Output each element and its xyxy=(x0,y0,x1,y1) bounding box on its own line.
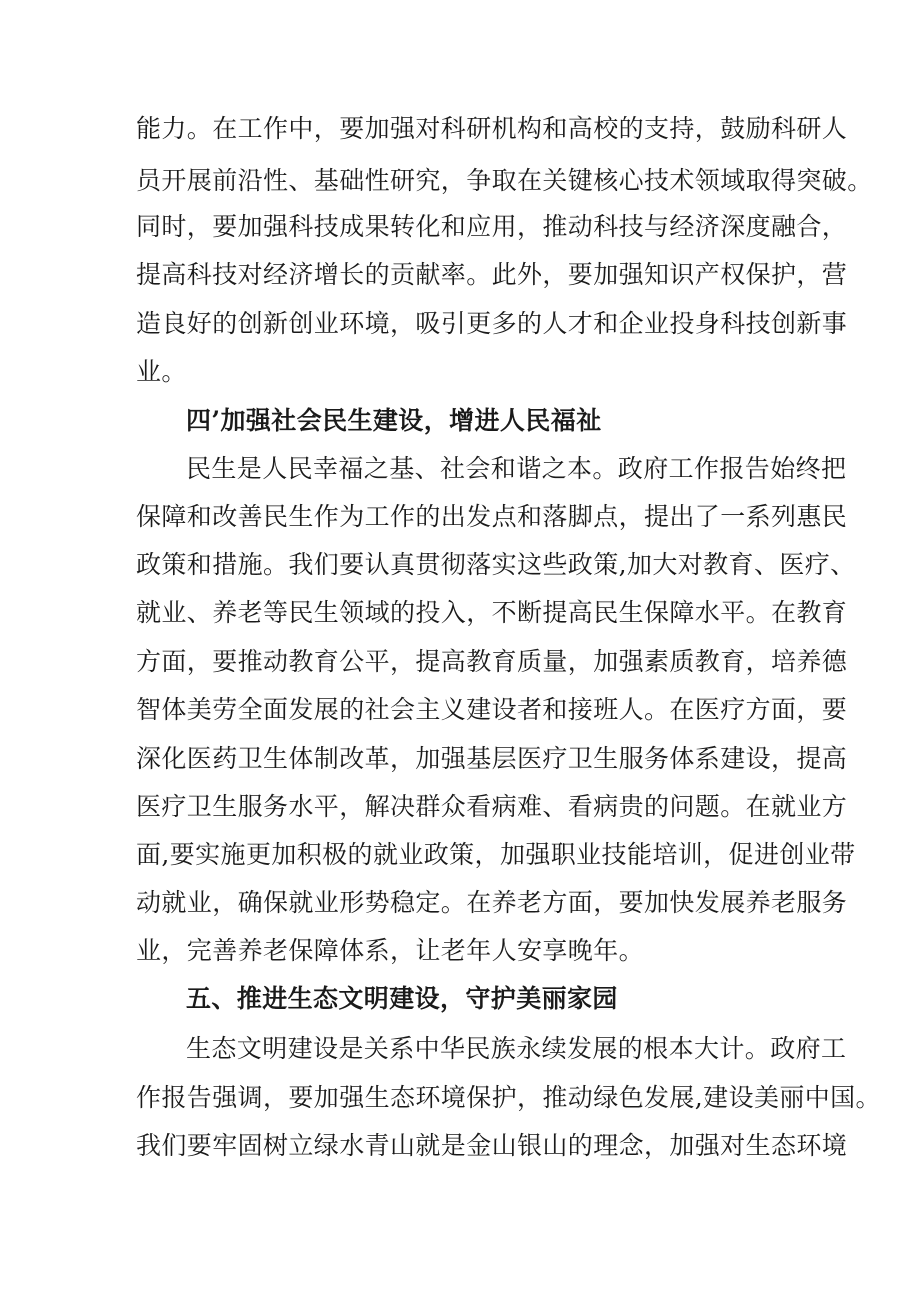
paragraph-line: 作报告强调，要加强生态环境保护，推动绿色发展,建设美丽中国。 xyxy=(136,1083,881,1112)
paragraph-line: 我们要牢固树立绿水青山就是金山银山的理念，加强对生态环境 xyxy=(136,1131,848,1160)
paragraph-line: 保障和改善民生作为工作的出发点和落脚点，提出了一系列惠民 xyxy=(136,502,848,531)
paragraph-line: 造良好的创新创业环境，吸引更多的人才和企业投身科技创新事 xyxy=(136,309,848,338)
paragraph-line: 生态文明建设是关系中华民族永续发展的根本大计。政府工 xyxy=(186,1034,847,1063)
paragraph-line: 员开展前沿性、基础性研究，争取在关键核心技术领域取得突破。 xyxy=(136,166,873,195)
paragraph-line: 深化医药卫生体制改革，加强基层医疗卫生服务体系建设，提高 xyxy=(136,744,848,773)
paragraph-line: 业，完善养老保障体系，让老年人安享晚年。 xyxy=(136,936,645,965)
paragraph-line: 政策和措施。我们要认真贯彻落实这些政策,加大对教育、医疗、 xyxy=(136,550,856,579)
paragraph-line: 医疗卫生服务水平，解决群众看病难、看病贵的问题。在就业方 xyxy=(136,792,848,821)
paragraph-line: 动就业，确保就业形势稳定。在养老方面，要加快发展养老服务 xyxy=(136,888,848,917)
paragraph-line: 能力。在工作中，要加强对科研机构和高校的支持，鼓励科研人 xyxy=(136,114,848,143)
paragraph-line: 面,要实施更加积极的就业政策，加强职业技能培训，促进创业带 xyxy=(136,840,856,869)
paragraph-line: 民生是人民幸福之基、社会和谐之本。政府工作报告始终把 xyxy=(186,454,847,483)
paragraph-line: 同时，要加强科技成果转化和应用，推动科技与经济深度融合， xyxy=(136,212,848,241)
section-heading-5: 五、推进生态文明建设，守护美丽家园 xyxy=(186,984,618,1013)
paragraph-line: 方面，要推动教育公平，提高教育质量，加强素质教育，培养德 xyxy=(136,647,848,676)
paragraph-line: 智体美劳全面发展的社会主义建设者和接班人。在医疗方面，要 xyxy=(136,695,848,724)
paragraph-line: 提高科技对经济增长的贡献率。此外，要加强知识产权保护，营 xyxy=(136,260,848,289)
paragraph-line: 业。 xyxy=(136,357,187,386)
section-heading-4: 四’加强社会民生建设，增进人民福祉 xyxy=(186,406,602,435)
paragraph-line: 就业、养老等民生领域的投入，不断提高民生保障水平。在教育 xyxy=(136,598,848,627)
